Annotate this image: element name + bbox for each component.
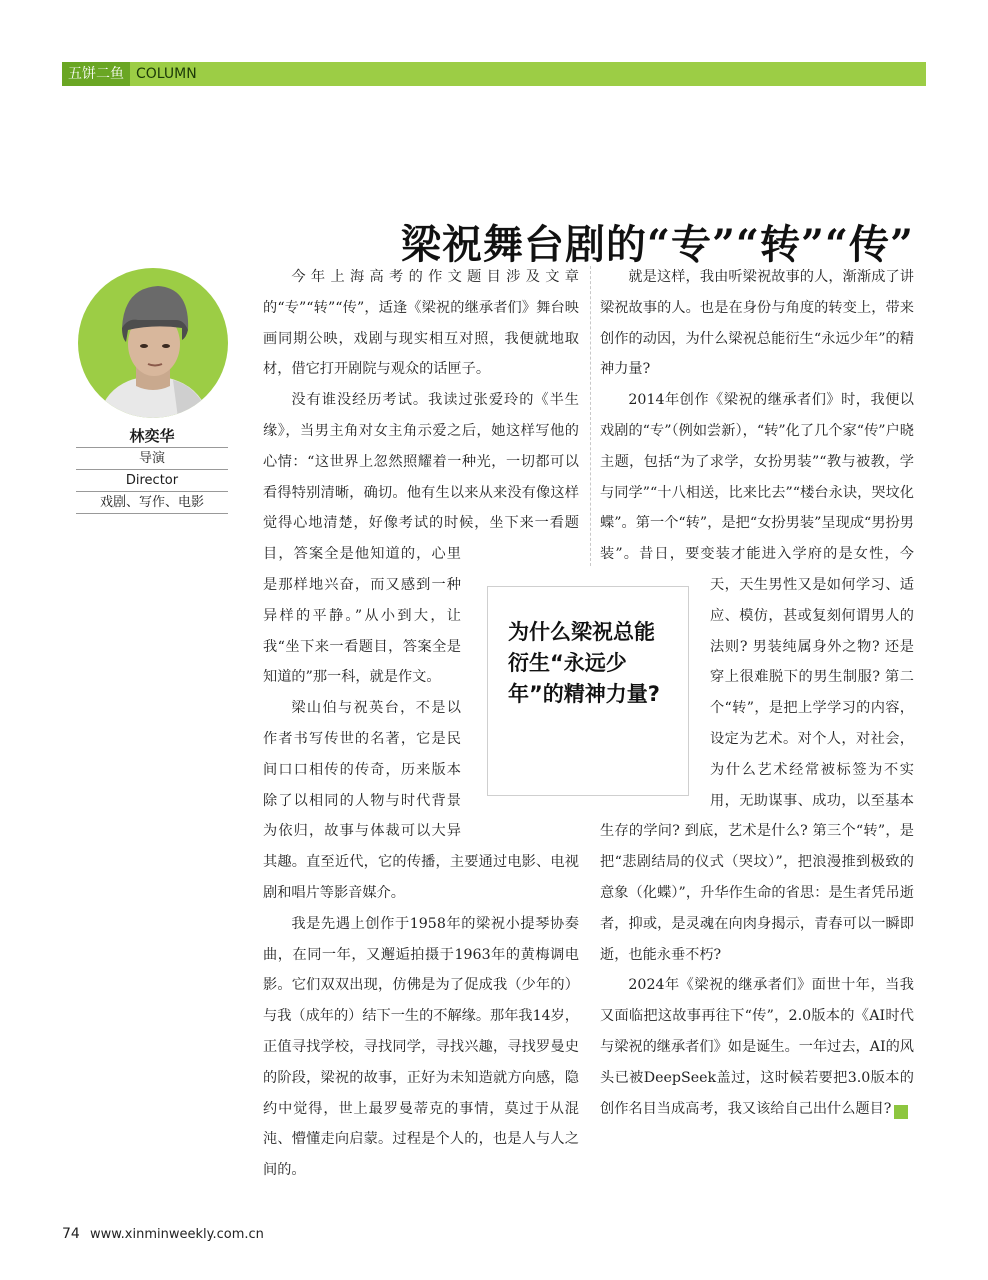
paragraph: 2014年创作《梁祝的继承者们》时，我便以戏剧的“专”（例如尝新），“转”化了几个家“传”户晓主题，包括“为了求学，女扮男装”“教与被教，学与同学”“十八相送，比来比去”“楼台永诀，哭坟化蝶”。第一个“转”，是把“女扮男装”呈现成“男扮男装”。昔日，要变装才能进入学府的是女性，今天，天生男性又是如何学习、适应、模仿，甚或复刻何谓男人的法则? 男装纯属身外之物? 还是穿上很难脱下的男生制服? 第二个“转”，是把上学学习的内容，设定为艺术。对个人，对社会，为什么艺术经常被标签为不实用，无助谋事、成功，以至基本生存的学问? 到底，艺术是什么? 第三个“转”，是把“悲剧结局的仪式（哭坟）”，把浪漫推到极致的意象（化蝶）”，升华作生命的省思：是生者凭吊逝者，抑或，是灵魂在向肉身揭示，青春可以一瞬即逝，也能永垂不朽?	[600, 392, 914, 963]
paragraph: 没有谁没经历考试。我读过张爱玲的《半生缘》，当男主角对女主角示爱之后，她这样写他的心情：“这世界上忽然照耀着一种光，一切都可以看得特别清晰，确切。他有生以来从来没有像这样觉得心地清楚，好像考试的时候，坐下来一看题目，答案全是他知道的，心里是那样地兴奋，而又感到一种异样的平静。”从小到大，让我“坐下来一看题目，答案全是知道的”那一科，就是作文。	[263, 392, 579, 686]
author-name: 林奕华	[76, 426, 228, 448]
end-mark-icon: 民	[894, 1105, 908, 1119]
page-footer	[62, 1226, 264, 1242]
author-info	[76, 426, 228, 514]
paragraph-text: 2024年《梁祝的继承者们》面世十年，当我又面临把这故事再往下“传”，2.0版本的《AI时代与梁祝的继承者们》如是诞生。一年过去，AI的风头已被DeepSeek盖过，这时候若要把3.0版本的创作名目当成高考，我又该给自己出什么题目?	[600, 977, 914, 1117]
pull-quote-box	[487, 586, 689, 796]
page-number: 74	[62, 1226, 80, 1242]
column-label: COLUMN	[136, 66, 197, 82]
author-fields: 戏剧、写作、电影	[76, 492, 228, 514]
article-title: 梁祝舞台剧的“专”“转”“传”	[400, 220, 914, 268]
paragraph: 我是先遇上创作于1958年的梁祝小提琴协奏曲，在同一年，又邂逅拍摄于1963年的黄梅调电影。它们双双出现，仿佛是为了促成我（少年的）与我（成年的）结下一生的不解缘。那年我14岁，正值寻找学校，寻找同学，寻找兴趣，寻找罗曼史的阶段，梁祝的故事，正好为未知造就方向感，隐约中觉得，世上最罗曼蒂克的事情，莫过于从混沌、懵懂走向启蒙。过程是个人的，也是人与人之间的。	[263, 915, 579, 1179]
paragraph: 梁山伯与祝英台，不是以作者书写传世的名著，它是民间口口相传的传奇，历来版本除了以相同的人物与时代背景为依归，故事与体裁可以大异其趣。直至近代，它的传播，主要通过电影、电视剧和唱片等影音媒介。	[263, 700, 579, 901]
column-divider	[590, 266, 591, 566]
author-role: 导演	[76, 448, 228, 470]
column-header-bar	[62, 62, 926, 86]
paragraph: 就是这样，我由听梁祝故事的人，渐渐成了讲梁祝故事的人。也是在身份与角度的转变上，带来创作的动因，为什么梁祝总能衍生“永远少年”的精神力量?	[600, 269, 914, 378]
column-tag: 五饼二鱼	[62, 62, 130, 86]
footer-url: www.xinminweekly.com.cn	[89, 1227, 264, 1242]
author-role-en: Director	[76, 470, 228, 492]
paragraph	[600, 970, 933, 1124]
pull-quote: 为什么梁祝总能衍生“永远少年”的精神力量?	[508, 620, 660, 706]
author-portrait	[78, 268, 228, 418]
paragraph: 今年上海高考的作文题目涉及文章的“专”“转”“传”，适逢《梁祝的继承者们》舞台映画同期公映，戏剧与现实相互对照，我便就地取材，借它打开剧院与观众的话匣子。	[263, 269, 579, 378]
